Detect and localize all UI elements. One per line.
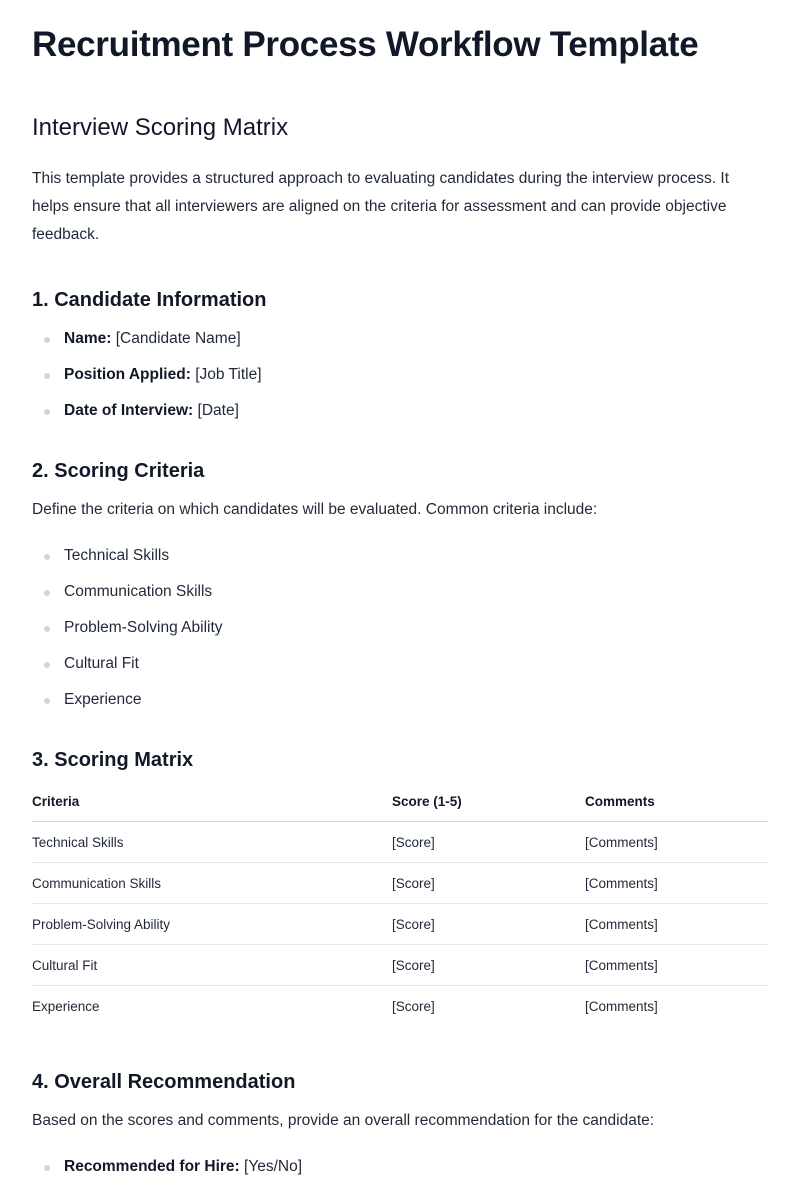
item-label: Name: bbox=[64, 330, 112, 347]
candidate-info-list bbox=[32, 323, 768, 431]
list-item bbox=[32, 395, 768, 431]
column-header-criteria: Criteria bbox=[32, 781, 392, 822]
intro-paragraph: This template provides a structured approach to evaluating candidates during the interview process. It helps ensure that all interviewers are aligned on the criteria for assessment and can provide objective feedback. bbox=[32, 170, 730, 243]
table-row bbox=[32, 822, 768, 863]
score-cell: [Score] bbox=[392, 822, 585, 863]
bullet-icon bbox=[44, 662, 50, 668]
recommendation-text: Based on the scores and comments, provide an overall recommendation for the candidate: bbox=[32, 1112, 655, 1129]
item-value: [Date] bbox=[197, 402, 239, 419]
criteria-cell: Communication Skills bbox=[32, 863, 392, 904]
score-cell: [Score] bbox=[392, 904, 585, 945]
bullet-icon bbox=[44, 590, 50, 596]
criteria-cell: Problem-Solving Ability bbox=[32, 904, 392, 945]
comments-cell: [Comments] bbox=[585, 863, 768, 904]
item-value: [Yes/No] bbox=[244, 1158, 303, 1175]
criteria-cell: Technical Skills bbox=[32, 822, 392, 863]
criteria-cell: Experience bbox=[32, 998, 100, 1014]
bullet-icon bbox=[44, 373, 50, 379]
document-title: Recruitment Process Workflow Template bbox=[32, 25, 699, 64]
bullet-icon bbox=[44, 554, 50, 560]
bullet-icon bbox=[44, 337, 50, 343]
column-header-comments: Comments bbox=[585, 781, 768, 822]
candidate-info-heading: 1. Candidate Information bbox=[32, 289, 267, 311]
bullet-icon bbox=[44, 1165, 50, 1171]
scoring-matrix-table bbox=[32, 781, 768, 1026]
score-cell: [Score] bbox=[392, 945, 585, 986]
bullet-icon bbox=[44, 626, 50, 632]
recommendation-list bbox=[32, 1151, 768, 1187]
item-label: Date of Interview: bbox=[64, 402, 194, 419]
list-item: Communication Skills bbox=[32, 576, 768, 612]
list-item: Experience bbox=[32, 684, 768, 720]
table-row bbox=[32, 863, 768, 904]
criteria-text: Define the criteria on which candidates will be evaluated. Common criteria include: bbox=[32, 501, 598, 518]
comments-cell: [Comments] bbox=[585, 904, 768, 945]
item-value: [Job Title] bbox=[195, 366, 262, 383]
score-cell: [Score] bbox=[392, 998, 435, 1014]
column-header-score: Score (1-5) bbox=[392, 781, 585, 822]
list-item: Cultural Fit bbox=[32, 648, 768, 684]
bullet-icon bbox=[44, 409, 50, 415]
table-row bbox=[32, 945, 768, 986]
list-item bbox=[32, 1151, 768, 1187]
criteria-list bbox=[32, 540, 768, 720]
table-row bbox=[32, 986, 768, 1027]
scoring-matrix-heading: 3. Scoring Matrix bbox=[32, 749, 194, 771]
item-label: Position Applied: bbox=[64, 366, 191, 383]
section-title: Interview Scoring Matrix bbox=[32, 114, 289, 141]
recommendation-heading: 4. Overall Recommendation bbox=[32, 1071, 296, 1093]
item-label: Recommended for Hire: bbox=[64, 1158, 240, 1175]
bullet-icon bbox=[44, 698, 50, 704]
table-header-row bbox=[32, 781, 768, 822]
comments-cell: [Comments] bbox=[585, 998, 658, 1014]
scoring-criteria-heading: 2. Scoring Criteria bbox=[32, 460, 205, 482]
comments-cell: [Comments] bbox=[585, 822, 768, 863]
table-row bbox=[32, 904, 768, 945]
list-item bbox=[32, 323, 768, 359]
list-item: Problem-Solving Ability bbox=[32, 612, 768, 648]
criteria-cell: Cultural Fit bbox=[32, 945, 392, 986]
list-item: Technical Skills bbox=[32, 540, 768, 576]
score-cell: [Score] bbox=[392, 863, 585, 904]
list-item bbox=[32, 359, 768, 395]
comments-cell: [Comments] bbox=[585, 945, 768, 986]
item-value: [Candidate Name] bbox=[115, 330, 241, 347]
